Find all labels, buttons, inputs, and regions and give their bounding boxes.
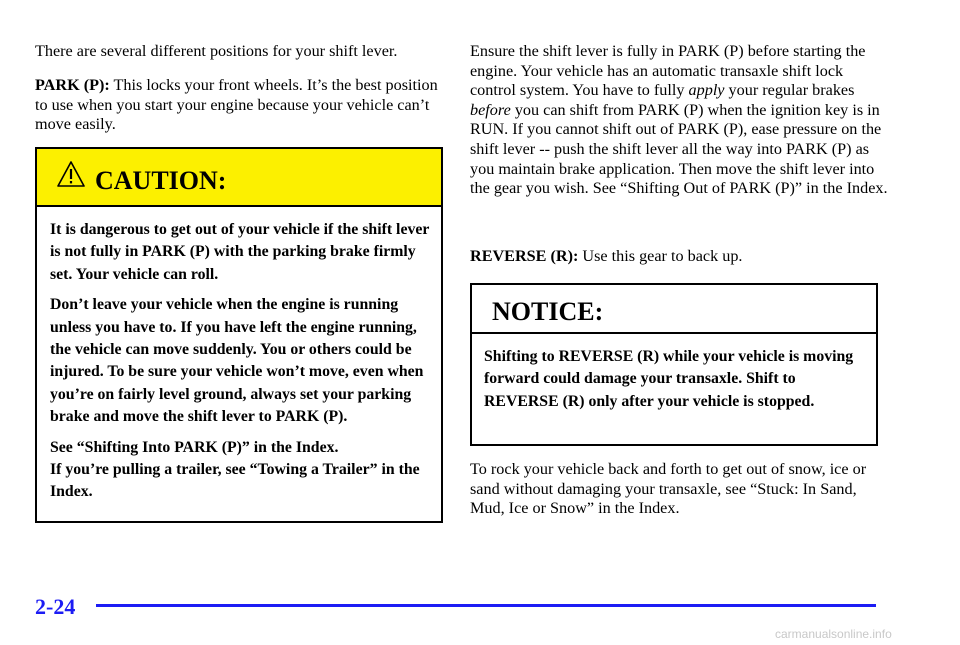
park-paragraph xyxy=(35,76,445,135)
reverse-paragraph xyxy=(470,247,890,267)
intro-paragraph: There are several different positions for your shift lever. xyxy=(35,42,398,60)
notice-body: Shifting to REVERSE (R) while your vehicle is moving forward could damage your transaxle. Shift to REVERSE (R) only after your vehicle is stopped. xyxy=(484,348,854,410)
footer-rule xyxy=(96,604,876,607)
warning-triangle-icon xyxy=(57,161,85,187)
shift-lock-text-b: your regular brakes xyxy=(724,81,855,100)
before-emphasis: before xyxy=(470,100,511,119)
caution-body xyxy=(50,219,430,512)
notice-header xyxy=(472,285,876,334)
caution-header xyxy=(37,149,441,207)
notice-box xyxy=(470,283,878,446)
shift-lock-text-c: you can shift from PARK (P) when the ignition key is in RUN. If you cannot shift out of PARK (P), ease pressure on the shift lever -- push the shift lever all the way into PARK (P) as you maintain brake application. Then move the shift lever into the gear you wish. See “Shifting Out of PARK (P)” in the Index. xyxy=(470,100,888,198)
apply-emphasis: apply xyxy=(688,81,725,100)
caution-see-line: See “Shifting Into PARK (P)” in the Index. xyxy=(50,438,339,456)
notice-title: NOTICE: xyxy=(492,297,604,326)
caution-box xyxy=(35,147,443,523)
watermark: carmanualsonline.info xyxy=(775,627,892,641)
rocking-paragraph: To rock your vehicle back and forth to get out of snow, ice or sand without damaging your transaxle, see “Stuck: In Sand, Mud, Ice or Snow” in the Index. xyxy=(470,460,867,518)
caution-title: CAUTION: xyxy=(95,166,227,195)
page-number: 2-24 xyxy=(35,594,76,619)
caution-paragraph-2: Don’t leave your vehicle when the engine is running unless you have to. If you have left the engine running, the vehicle can move suddenly. You or others could be injured. To be sure your vehicle won’t move, even when you’re on fairly level ground, always set your parking brake and move the shift lever to PARK (P). xyxy=(50,296,424,426)
park-text: This locks your front wheels. It’s the best position to use when you start your engine because your vehicle can’t move easily. xyxy=(35,76,438,134)
caution-paragraph-3 xyxy=(50,437,430,504)
shift-lock-paragraph xyxy=(470,42,890,199)
shift-lock-text-a: Ensure the shift lever is fully in PARK (P) before starting the engine. Your vehicle has an automatic transaxle shift lock control system. You have to fully xyxy=(470,42,866,100)
reverse-text: Use this gear to back up. xyxy=(578,247,743,265)
reverse-label: REVERSE (R): xyxy=(470,247,579,265)
caution-trailer-line: If you’re pulling a trailer, see “Towing a Trailer” in the Index. xyxy=(50,461,420,501)
caution-paragraph-1: It is dangerous to get out of your vehicle if the shift lever is not fully in PARK (P) with the parking brake firmly set. Your vehicle can roll. xyxy=(50,221,430,283)
park-label: PARK (P): xyxy=(35,76,110,94)
